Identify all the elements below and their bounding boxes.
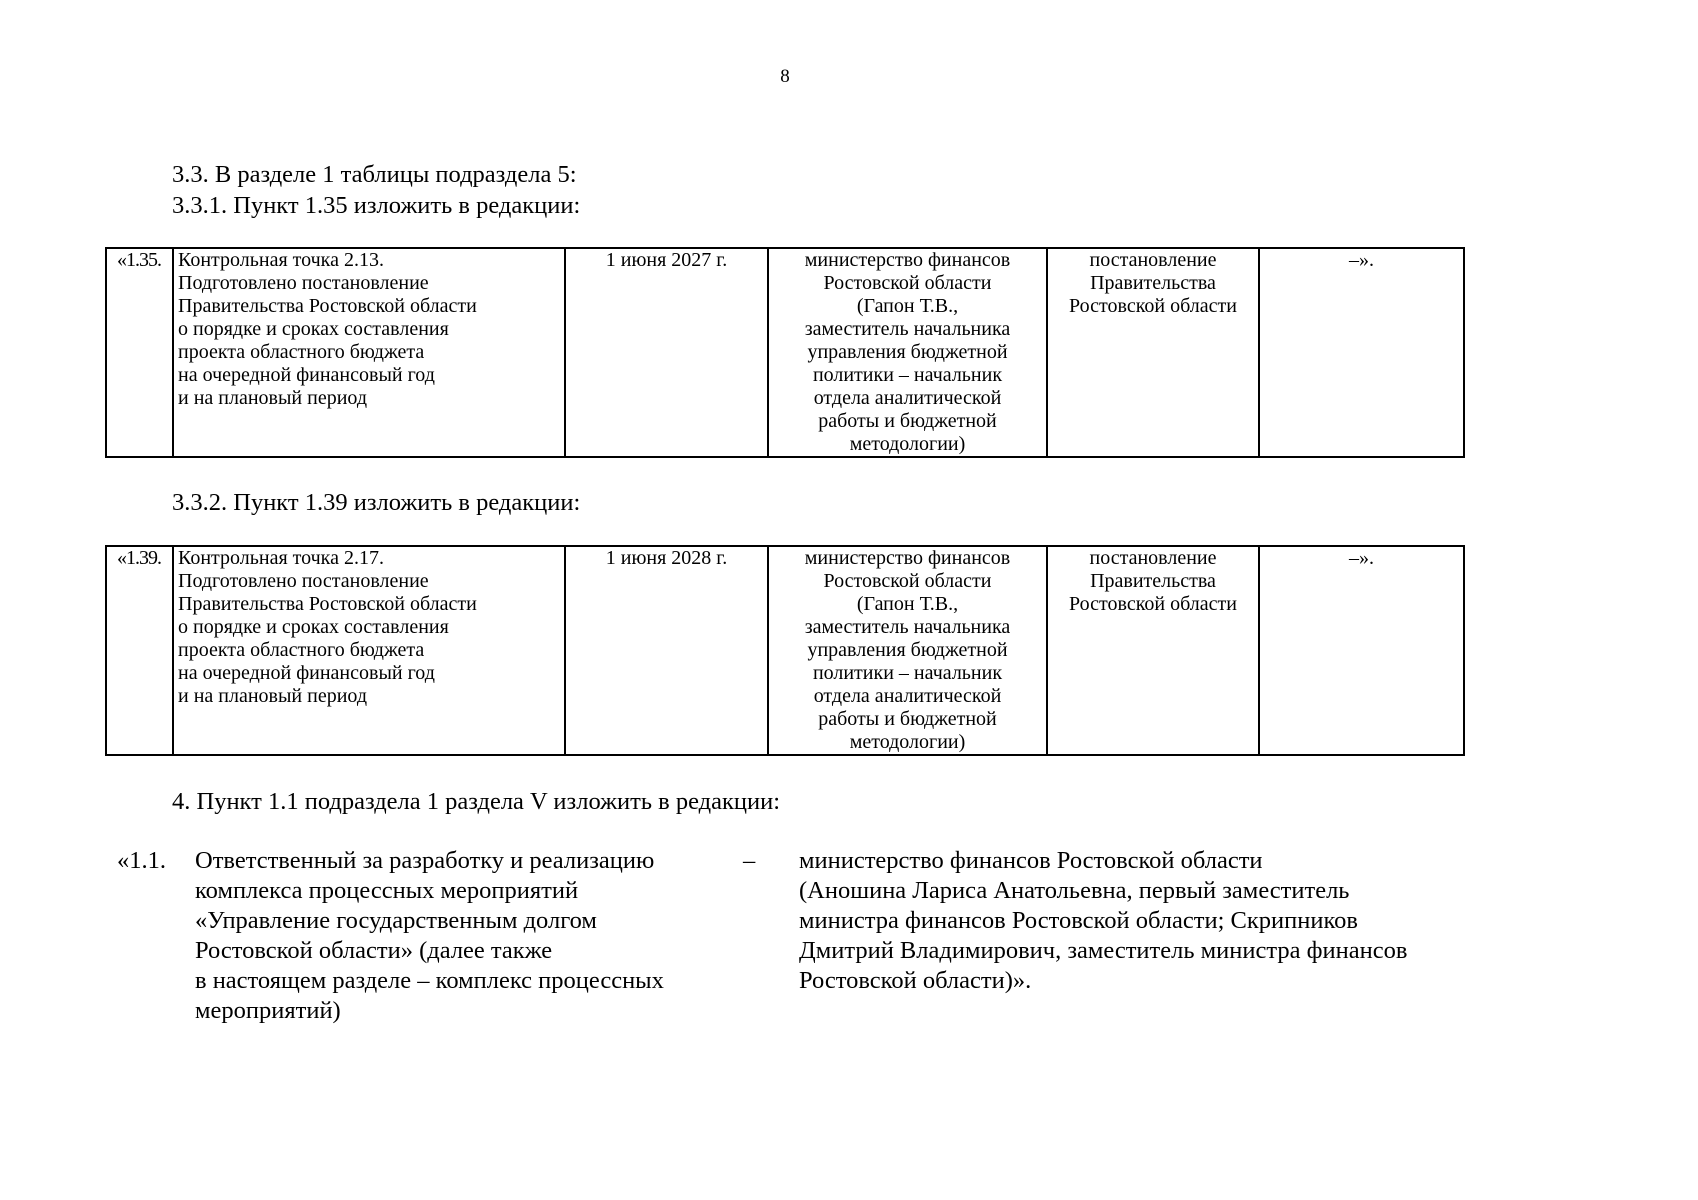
table-row (106, 248, 1464, 457)
item-number: «1.1. (117, 847, 166, 874)
amendment-table-1-39 (105, 545, 1465, 756)
item-1-1 (117, 846, 1577, 1036)
item-number-cell: «1.39. (106, 546, 173, 755)
item-dash: – (743, 847, 756, 874)
table-row (106, 546, 1464, 755)
item-number-cell: «1.35. (106, 248, 173, 457)
event-description-cell: Контрольная точка 2.17. Подготовлено постановление Правительства Ростовской области о порядке и сроках составления проекта областного бюджета на очередной финансовый год и на плановый период (173, 546, 565, 755)
closing-cell: –». (1259, 546, 1464, 755)
responsible-cell: министерство финансов Ростовской области (Гапон Т.В., заместитель начальника управления бюджетной политики – начальник отдела аналитической работы и бюджетной методологии) (768, 248, 1047, 457)
closing-cell: –». (1259, 248, 1464, 457)
document-type-cell: постановление Правительства Ростовской области (1047, 248, 1259, 457)
event-description-cell: Контрольная точка 2.13. Подготовлено постановление Правительства Ростовской области о порядке и сроках составления проекта областного бюджета на очередной финансовый год и на плановый период (173, 248, 565, 457)
item-label: Ответственный за разработку и реализацию комплекса процессных мероприятий «Управление государственным долгом Ростовской области» (далее также в настоящем разделе – комплекс процессных мероприятий) (195, 847, 664, 1024)
document-type-cell: постановление Правительства Ростовской области (1047, 546, 1259, 755)
page-number: 8 (780, 66, 790, 87)
amendment-table-1-35 (105, 247, 1465, 458)
item-value: министерство финансов Ростовской области (Аношина Лариса Анатольевна, первый заместитель министра финансов Ростовской области; Скрипников Дмитрий Владимирович, заместитель министра финансов Ростовской области)». (799, 847, 1408, 994)
deadline-cell: 1 июня 2028 г. (565, 546, 768, 755)
deadline-cell: 1 июня 2027 г. (565, 248, 768, 457)
section-4-heading: 4. Пункт 1.1 подраздела 1 раздела V изложить в редакции: (172, 788, 781, 815)
section-3-3-1-heading: 3.3.1. Пункт 1.35 изложить в редакции: (172, 192, 581, 219)
section-3-3-heading: 3.3. В разделе 1 таблицы подраздела 5: (172, 161, 577, 188)
responsible-cell: министерство финансов Ростовской области (Гапон Т.В., заместитель начальника управления бюджетной политики – начальник отдела аналитической работы и бюджетной методологии) (768, 546, 1047, 755)
section-3-3-2-heading: 3.3.2. Пункт 1.39 изложить в редакции: (172, 489, 581, 516)
